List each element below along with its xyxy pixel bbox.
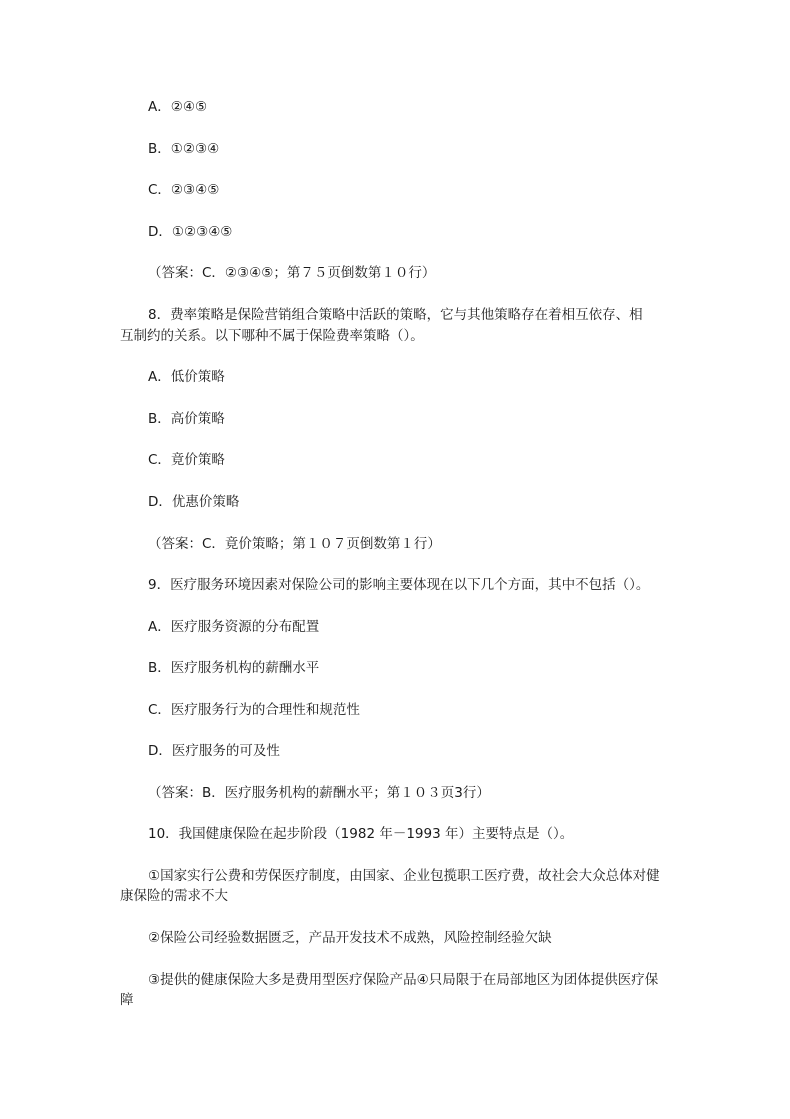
q10-stem: 10．我国健康保险在起步阶段（1982 年－1993 年）主要特点是（）。 — [148, 826, 574, 842]
q8-option-a: A．低价策略 — [148, 369, 225, 385]
q7-option-d: D．①②③④⑤ — [148, 224, 233, 240]
q9-option-a: A．医疗服务资源的分布配置 — [148, 619, 320, 635]
q8-answer: （答案：C．竟价策略；第１０７页倒数第１行） — [148, 536, 441, 552]
q9-option-c: C．医疗服务行为的合理性和规范性 — [148, 702, 360, 718]
q9-answer: （答案：B．医疗服务机构的薪酬水平；第１０３页3行） — [148, 785, 490, 801]
q8-option-d: D．优惠价策略 — [148, 494, 240, 510]
q8-stem-line2: 互制约的关系。以下哪种不属于保险费率策略（）。 — [120, 328, 424, 344]
q8-option-c: C．竟价策略 — [148, 452, 225, 468]
q9-stem: 9．医疗服务环境因素对保险公司的影响主要体现在以下几个方面，其中不包括（）。 — [148, 577, 650, 593]
q7-answer: （答案：C．②③④⑤；第７５页倒数第１０行） — [148, 265, 436, 281]
q8-option-b: B．高价策略 — [148, 411, 225, 427]
q7-option-a: A．②④⑤ — [148, 99, 208, 115]
q9-option-d: D．医疗服务的可及性 — [148, 743, 280, 759]
q10-item-1: ①国家实行公费和劳保医疗制度，由国家、企业包揽职工医疗费，故社会大众总体对健康保险的需求不大 — [120, 868, 660, 904]
q10-item-3: ③提供的健康保险大多是费用型医疗保险产品④只局限于在局部地区为团体提供医疗保障 — [120, 972, 659, 1008]
q9-option-b: B．医疗服务机构的薪酬水平 — [148, 660, 320, 676]
q7-option-c: C．②③④⑤ — [148, 182, 220, 198]
q10-item-2: ②保险公司经验数据匮乏，产品开发技术不成熟，风险控制经验欠缺 — [148, 930, 552, 946]
q7-option-b: B．①②③④ — [148, 141, 220, 157]
q8-stem-line1: 8．费率策略是保险营销组合策略中活跃的策略，它与其他策略存在着相互依存、相 — [148, 307, 643, 323]
